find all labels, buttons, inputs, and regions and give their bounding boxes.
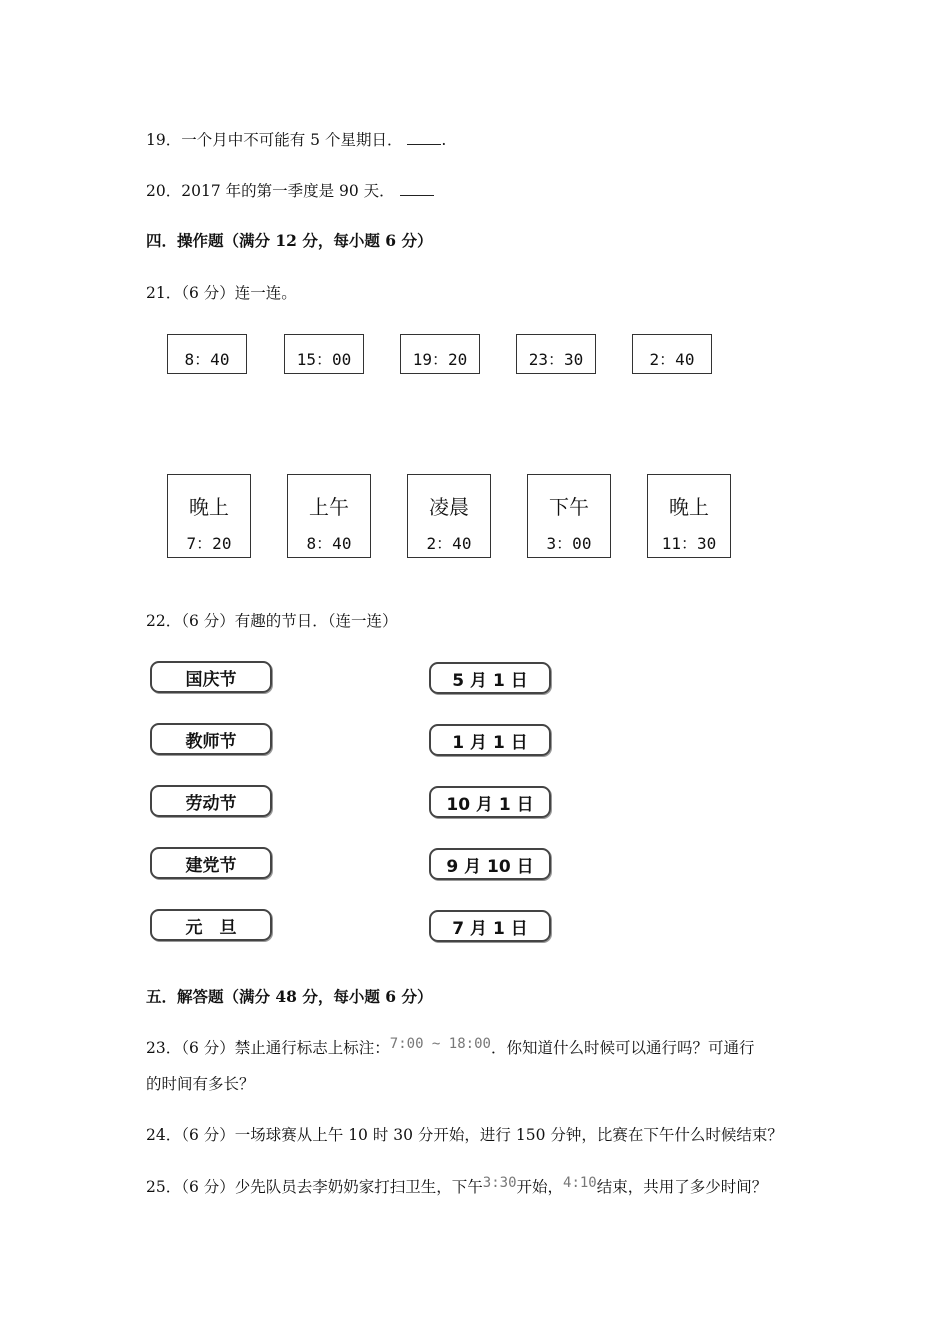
time-box[interactable]: 19：20 [400,334,480,374]
time-box[interactable]: 23：30 [516,334,596,374]
period-time: 3：00 [546,534,592,553]
question-text: ．你知道什么时候可以通行吗？可通行 [490,1039,755,1057]
question-number: 23． [146,1039,182,1057]
question-text: （6 分）连一连。 [181,284,297,302]
section-heading-5: 五．解答题（满分 48 分，每小题 6 分） [146,987,433,1006]
answer-blank[interactable] [400,183,434,196]
question-text: 一个月中不可能有 5 个星期日． [181,131,403,149]
period-time: 2：40 [426,534,472,553]
period-name: 晚上 [669,495,709,519]
period-box[interactable] [287,474,371,558]
period-time: 7：20 [186,534,232,553]
question-text: 结束，共用了多少时间？ [596,1178,768,1196]
section-heading-4: 四．操作题（满分 12 分，每小题 6 分） [146,231,433,250]
question-20 [146,179,434,201]
festival-pill[interactable]: 国庆节 [150,661,272,693]
period-time: 8：40 [306,534,352,553]
question-text: 开始， [516,1178,564,1196]
question-number: 21． [146,284,182,302]
question-number: 20． [146,182,182,200]
festival-pill[interactable]: 元 旦 [150,909,272,941]
period-name: 晚上 [189,495,229,519]
time-box[interactable]: 8：40 [167,334,247,374]
date-pill[interactable]: 10 月 1 日 [429,786,551,818]
start-time: 3:30 [482,1175,517,1191]
answer-blank[interactable] [407,132,441,145]
sign-time: 7:00 ~ 18:00 [389,1036,491,1052]
period-box[interactable] [647,474,731,558]
time-box[interactable]: 15：00 [284,334,364,374]
period-name: 凌晨 [429,495,469,519]
question-text: （6 分）少先队员去李奶奶家打扫卫生，下午 [181,1178,483,1196]
period-box[interactable] [407,474,491,558]
question-22 [146,609,398,631]
period-box[interactable] [527,474,611,558]
period-name: 下午 [549,495,589,519]
festival-pill[interactable]: 教师节 [150,723,272,755]
date-pill[interactable]: 1 月 1 日 [429,724,551,756]
question-text: （6 分）禁止通行标志上标注： [181,1039,390,1057]
date-pill[interactable]: 9 月 10 日 [429,848,551,880]
period-time: 11：30 [661,534,717,553]
period-name: 上午 [309,495,349,519]
question-23-line2: 的时间有多长？ [146,1075,255,1093]
question-text: （6 分）一场球赛从上午 10 时 30 分开始，进行 150 分钟，比赛在下午什么时候结束？ [181,1126,783,1144]
end-time: 4:10 [563,1175,597,1191]
festival-pill[interactable]: 建党节 [150,847,272,879]
question-text: （6 分）有趣的节日．（连一连） [181,612,398,630]
question-25 [146,1175,767,1197]
question-23 [146,1036,754,1058]
festival-pill[interactable]: 劳动节 [150,785,272,817]
question-21 [146,281,297,303]
date-pill[interactable]: 7 月 1 日 [429,910,551,942]
question-24 [146,1123,783,1145]
period-box[interactable] [167,474,251,558]
question-number: 22． [146,612,182,630]
question-number: 24． [146,1126,182,1144]
question-number: 19． [146,131,182,149]
date-pill[interactable]: 5 月 1 日 [429,662,551,694]
time-box[interactable]: 2：40 [632,334,712,374]
question-text: 2017 年的第一季度是 90 天． [181,182,395,200]
question-number: 25． [146,1178,182,1196]
question-tail: . [441,131,447,149]
question-19 [146,128,446,150]
